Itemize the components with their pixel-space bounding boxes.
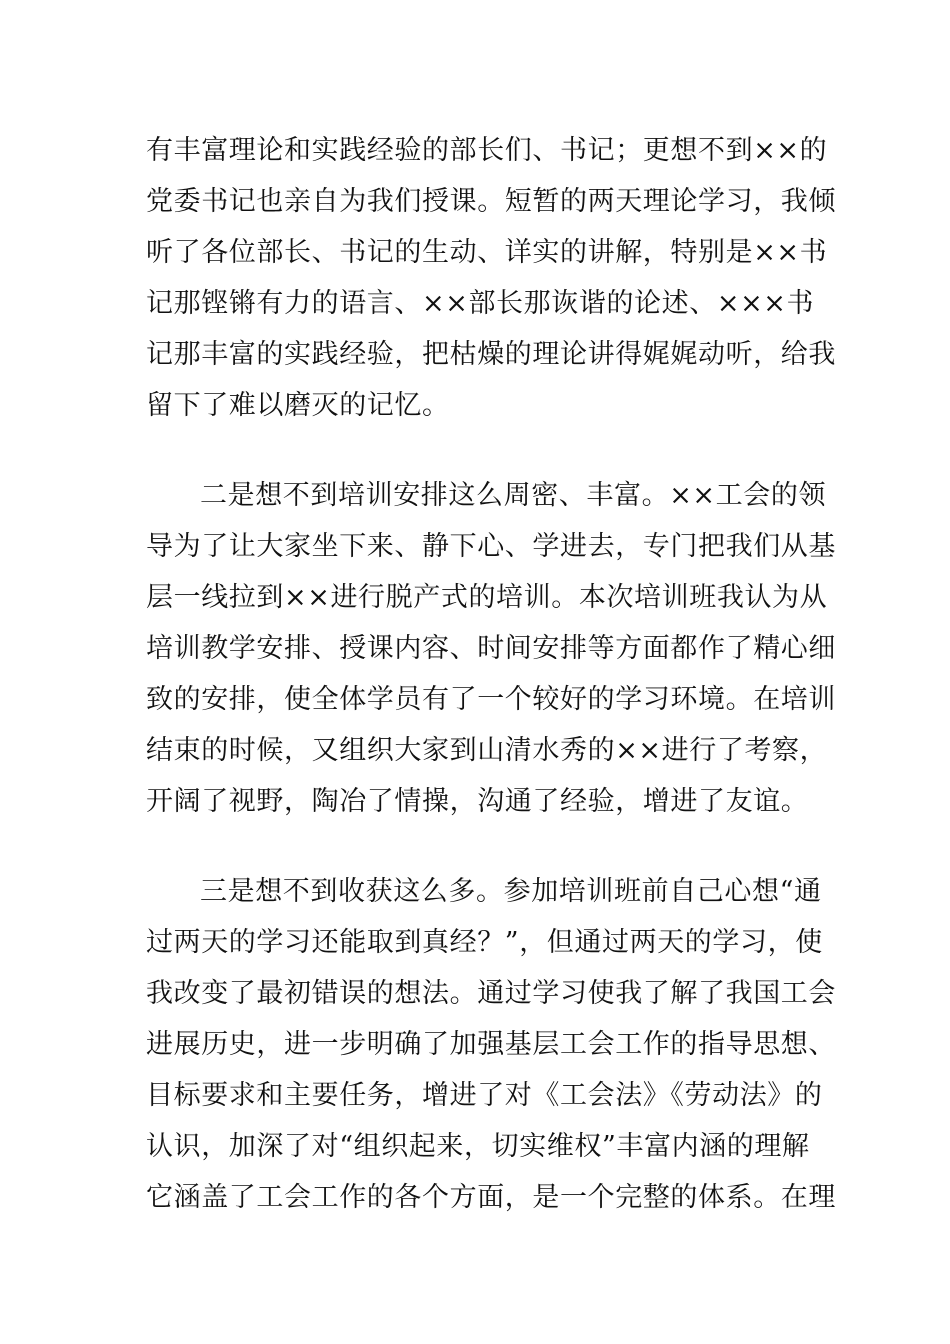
- paragraph-line: 记那铿锵有力的语言、××部长那诙谐的论述、×××书: [146, 288, 815, 319]
- paragraph-line: 三是想不到收获这么多。参加培训班前自己心想“通: [200, 876, 822, 907]
- paragraph-line: 听了各位部长、书记的生动、详实的讲解，特别是××书: [146, 237, 828, 268]
- paragraph-line: 我改变了最初错误的想法。通过学习使我了解了我国工会: [146, 978, 836, 1009]
- paragraph-2: [146, 470, 836, 827]
- paragraph-line: 致的安排，使全体学员有了一个较好的学习环境。在培训: [146, 684, 836, 715]
- paragraph-line: 党委书记也亲自为我们授课。短暂的两天理论学习，我倾: [146, 186, 836, 217]
- paragraph-line: 记那丰富的实践经验，把枯燥的理论讲得娓娓动听，给我: [146, 339, 836, 370]
- paragraph-line: 导为了让大家坐下来、静下心、学进去，专门把我们从基: [146, 531, 836, 562]
- paragraph-line: 过两天的学习还能取到真经？”，但通过两天的学习，使: [146, 927, 823, 958]
- paragraph-line: 层一线拉到××进行脱产式的培训。本次培训班我认为从: [146, 582, 828, 613]
- paragraph-line: 有丰富理论和实践经验的部长们、书记；更想不到××的: [146, 135, 828, 166]
- paragraph-line: 它涵盖了工会工作的各个方面，是一个完整的体系。在理: [146, 1182, 836, 1213]
- paragraph-line: 进展历史，进一步明确了加强基层工会工作的指导思想、: [146, 1029, 836, 1060]
- paragraph-3: [146, 866, 836, 1223]
- paragraph-line: 结束的时候，又组织大家到山清水秀的××进行了考察，: [146, 735, 828, 766]
- paragraph-1: [146, 125, 836, 431]
- paragraph-line: 二是想不到培训安排这么周密、丰富。××工会的领: [200, 480, 827, 511]
- paragraph-line: 留下了难以磨灭的记忆。: [146, 390, 450, 421]
- paragraph-line: 认识，加深了对“组织起来，切实维权”丰富内涵的理解: [146, 1131, 810, 1162]
- paragraph-line: 培训教学安排、授课内容、时间安排等方面都作了精心细: [146, 633, 836, 664]
- paragraph-line: 开阔了视野，陶冶了情操，沟通了经验，增进了友谊。: [146, 786, 809, 817]
- paragraph-line: 目标要求和主要任务，增进了对《工会法》《劳动法》的: [146, 1080, 823, 1111]
